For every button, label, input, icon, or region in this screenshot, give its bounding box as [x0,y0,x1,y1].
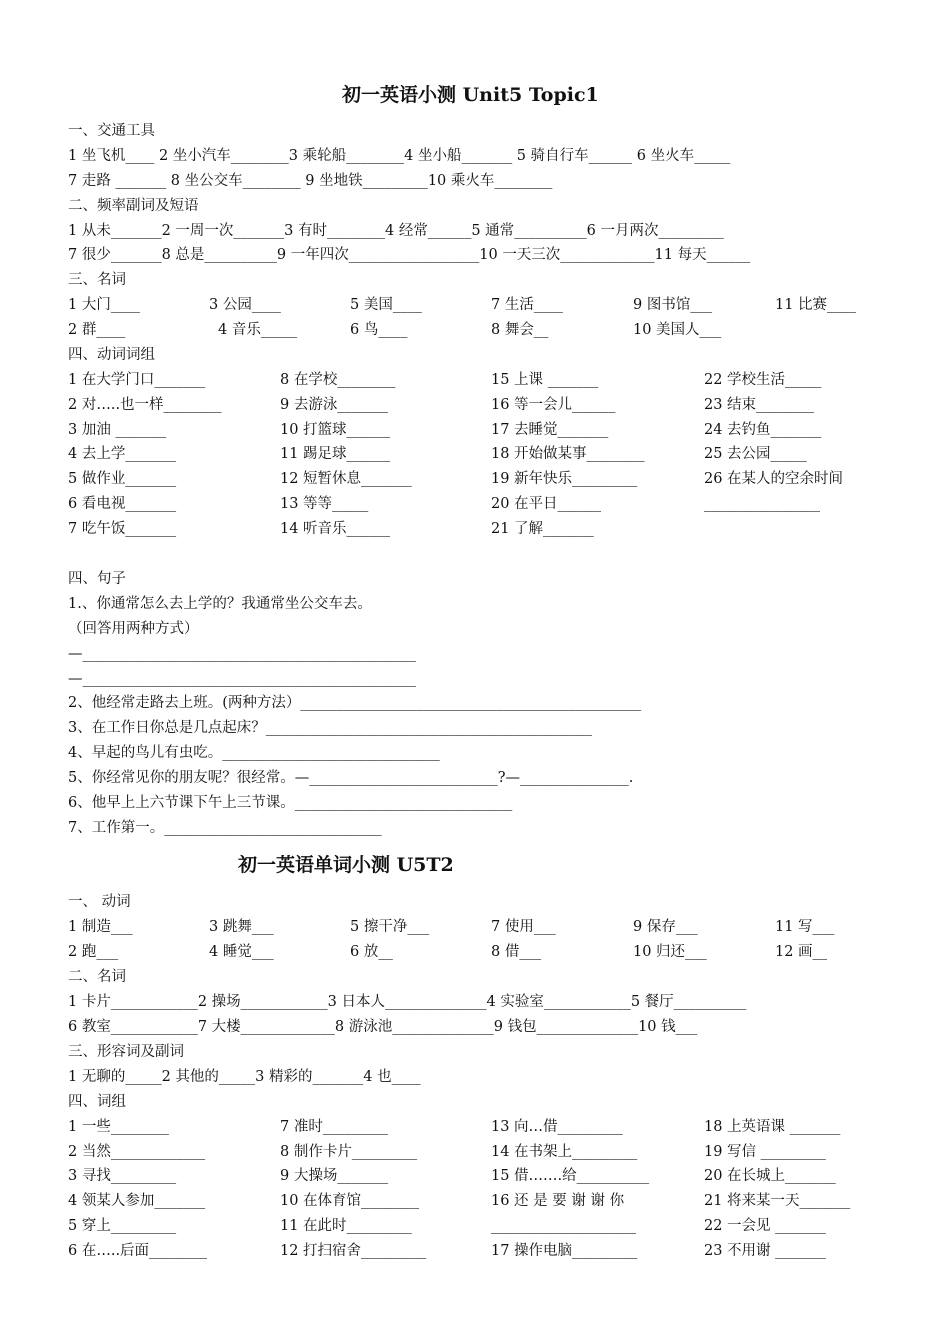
phrase-item: ____________________ [491,1218,636,1234]
verb-item: 2 跑___ [68,944,119,960]
phrase-item: 1 在大学门口_______ [68,372,206,388]
noun-item: 9 图书馆___ [633,297,713,313]
phrase-item: 3 寻找_________ [68,1168,177,1184]
phrase-item: 14 听音乐______ [280,521,391,537]
frequency-line-2: 7 很少_______8 总是__________9 一年四次__________________10 一天三次_____________11 每天______ [68,247,751,263]
page-title: 初一英语小测 Unit5 Topic1 [342,84,599,106]
answer-line: —______________________________________________ [68,646,416,662]
verb-item: 7 使用___ [491,919,556,935]
sentence-question: 2、他经常走路去上班。(两种方法）_______________________________________________ [68,695,642,711]
phrase-item: 26 在某人的空余时间 [704,471,844,487]
phrase-item: 12 短暂休息_______ [280,471,412,487]
section-heading-verbs: 一、 动词 [68,894,131,910]
phrase-item: 19 写信 _________ [704,1144,826,1160]
verb-item: 5 擦干净___ [350,919,430,935]
phrase-item: 2 对…..也一样________ [68,397,222,413]
noun-item: 8 舞会__ [491,322,549,338]
section-heading-nouns: 三、名词 [68,272,126,288]
verb-item: 12 画__ [775,944,828,960]
phrase-item: 23 不用谢 _______ [704,1243,826,1259]
section-heading-verb-phrases: 四、动词词组 [68,347,155,363]
phrase-item: 19 新年快乐_________ [491,471,638,487]
phrase-item: 10 打篮球______ [280,422,391,438]
section-heading-nouns-2: 二、名词 [68,969,126,985]
phrase-item: 5 做作业_______ [68,471,177,487]
phrase-item: 3 加油 _______ [68,422,167,438]
section-heading-frequency: 二、频率副词及短语 [68,198,199,214]
phrase-item: 20 在平日______ [491,496,602,512]
frequency-line-1: 1 从未_______2 一周一次_______3 有时________4 经常______5 通常__________6 一月两次_________ [68,223,724,239]
verb-item: 10 归还___ [633,944,707,960]
phrase-item: 23 结束________ [704,397,815,413]
phrase-item: 9 大操场_______ [280,1168,389,1184]
phrase-item: 8 制作卡片_________ [280,1144,418,1160]
verb-item: 8 借___ [491,944,542,960]
adjective-line: 1 无聊的_____2 其他的_____3 精彩的_______4 也____ [68,1069,421,1085]
section-heading-phrases: 四、词组 [68,1094,126,1110]
verb-item: 4 睡觉___ [209,944,274,960]
noun-item: 2 群____ [68,322,126,338]
phrase-item: 2 当然_____________ [68,1144,206,1160]
phrase-item: 22 一会见 _______ [704,1218,826,1234]
quiz-title: 初一英语单词小测 U5T2 [238,854,454,876]
noun-item: 10 美国人___ [633,322,722,338]
noun-line-2: 6 教室____________7 大楼_____________8 游泳池______________9 钱包______________10 钱___ [68,1019,698,1035]
verb-item: 11 写___ [775,919,835,935]
phrase-item: 11 踢足球______ [280,446,391,462]
phrase-item: 15 借…….给__________ [491,1168,650,1184]
section-heading-transport: 一、交通工具 [68,123,155,139]
phrase-item: 6 看电视_______ [68,496,177,512]
phrase-item: 4 领某人参加_______ [68,1193,206,1209]
answer-line: —______________________________________________ [68,671,416,687]
phrase-item: 13 等等_____ [280,496,369,512]
phrase-item: 10 在体育馆________ [280,1193,420,1209]
sentence-question: 5、你经常见你的朋友呢？很经常。—__________________________?—_______________. [68,770,634,786]
sentence-question: 6、他早上上六节课下午上三节课。______________________________ [68,795,513,811]
verb-item: 1 制造___ [68,919,133,935]
phrase-item: 24 去钓鱼_______ [704,422,822,438]
phrase-item: 20 在长城上_______ [704,1168,836,1184]
phrase-item: 17 去睡觉_______ [491,422,609,438]
noun-item: 6 鸟____ [350,322,408,338]
transport-line-1: 1 坐飞机____ 2 坐小汽车________3 乘轮船________4 坐小船_______ 5 骑自行车______ 6 坐火车_____ [68,148,731,164]
sentence-question: 3、在工作日你总是几点起床？_____________________________________________ [68,720,592,736]
noun-item: 4 音乐_____ [218,322,298,338]
phrase-item: 7 吃午饭_______ [68,521,177,537]
noun-item: 3 公园____ [209,297,281,313]
noun-item: 7 生活____ [491,297,563,313]
phrase-item: 17 操作电脑_________ [491,1243,638,1259]
phrase-item: 15 上课 _______ [491,372,599,388]
phrase-item: 14 在书架上_________ [491,1144,638,1160]
phrase-item: 12 打扫宿舍_________ [280,1243,427,1259]
phrase-item: 5 穿上_________ [68,1218,177,1234]
noun-item: 11 比赛____ [775,297,857,313]
sentence-question: 1.、你通常怎么去上学的？我通常坐公交车去。 [68,596,372,612]
phrase-item: 8 在学校________ [280,372,396,388]
phrase-item: 21 了解_______ [491,521,594,537]
noun-item: 1 大门____ [68,297,140,313]
verb-item: 6 放__ [350,944,393,960]
phrase-item: ________________ [704,496,820,512]
phrase-item: 7 准时_________ [280,1119,389,1135]
phrase-item: 9 去游泳_______ [280,397,389,413]
transport-line-2: 7 走路 _______ 8 坐公交车________ 9 坐地铁_________10 乘火车________ [68,173,553,189]
phrase-item: 18 开始做某事________ [491,446,645,462]
sentence-question: 7、工作第一。______________________________ [68,820,382,836]
phrase-item: 6 在…..后面________ [68,1243,208,1259]
noun-line-1: 1 卡片____________2 操场____________3 日本人______________4 实验室____________5 餐厅__________ [68,994,747,1010]
phrase-item: 25 去公园_____ [704,446,807,462]
section-heading-adjectives: 三、形容词及副词 [68,1044,184,1060]
phrase-item: 16 等一会儿______ [491,397,616,413]
verb-item: 9 保存___ [633,919,698,935]
phrase-item: 1 一些________ [68,1119,169,1135]
phrase-item: 18 上英语课 _______ [704,1119,841,1135]
verb-item: 3 跳舞___ [209,919,274,935]
phrase-item: 16 还 是 要 谢 谢 你 [491,1193,625,1209]
noun-item: 5 美国____ [350,297,422,313]
phrase-item: 13 向…借_________ [491,1119,623,1135]
phrase-item: 11 在此时_________ [280,1218,412,1234]
sentence-question: 4、早起的鸟儿有虫吃。______________________________ [68,745,440,761]
section-heading-sentences: 四、句子 [68,571,126,587]
phrase-item: 4 去上学_______ [68,446,177,462]
sentence-note: （回答用两种方式） [68,621,199,637]
phrase-item: 22 学校生活_____ [704,372,822,388]
phrase-item: 21 将来某一天_______ [704,1193,851,1209]
